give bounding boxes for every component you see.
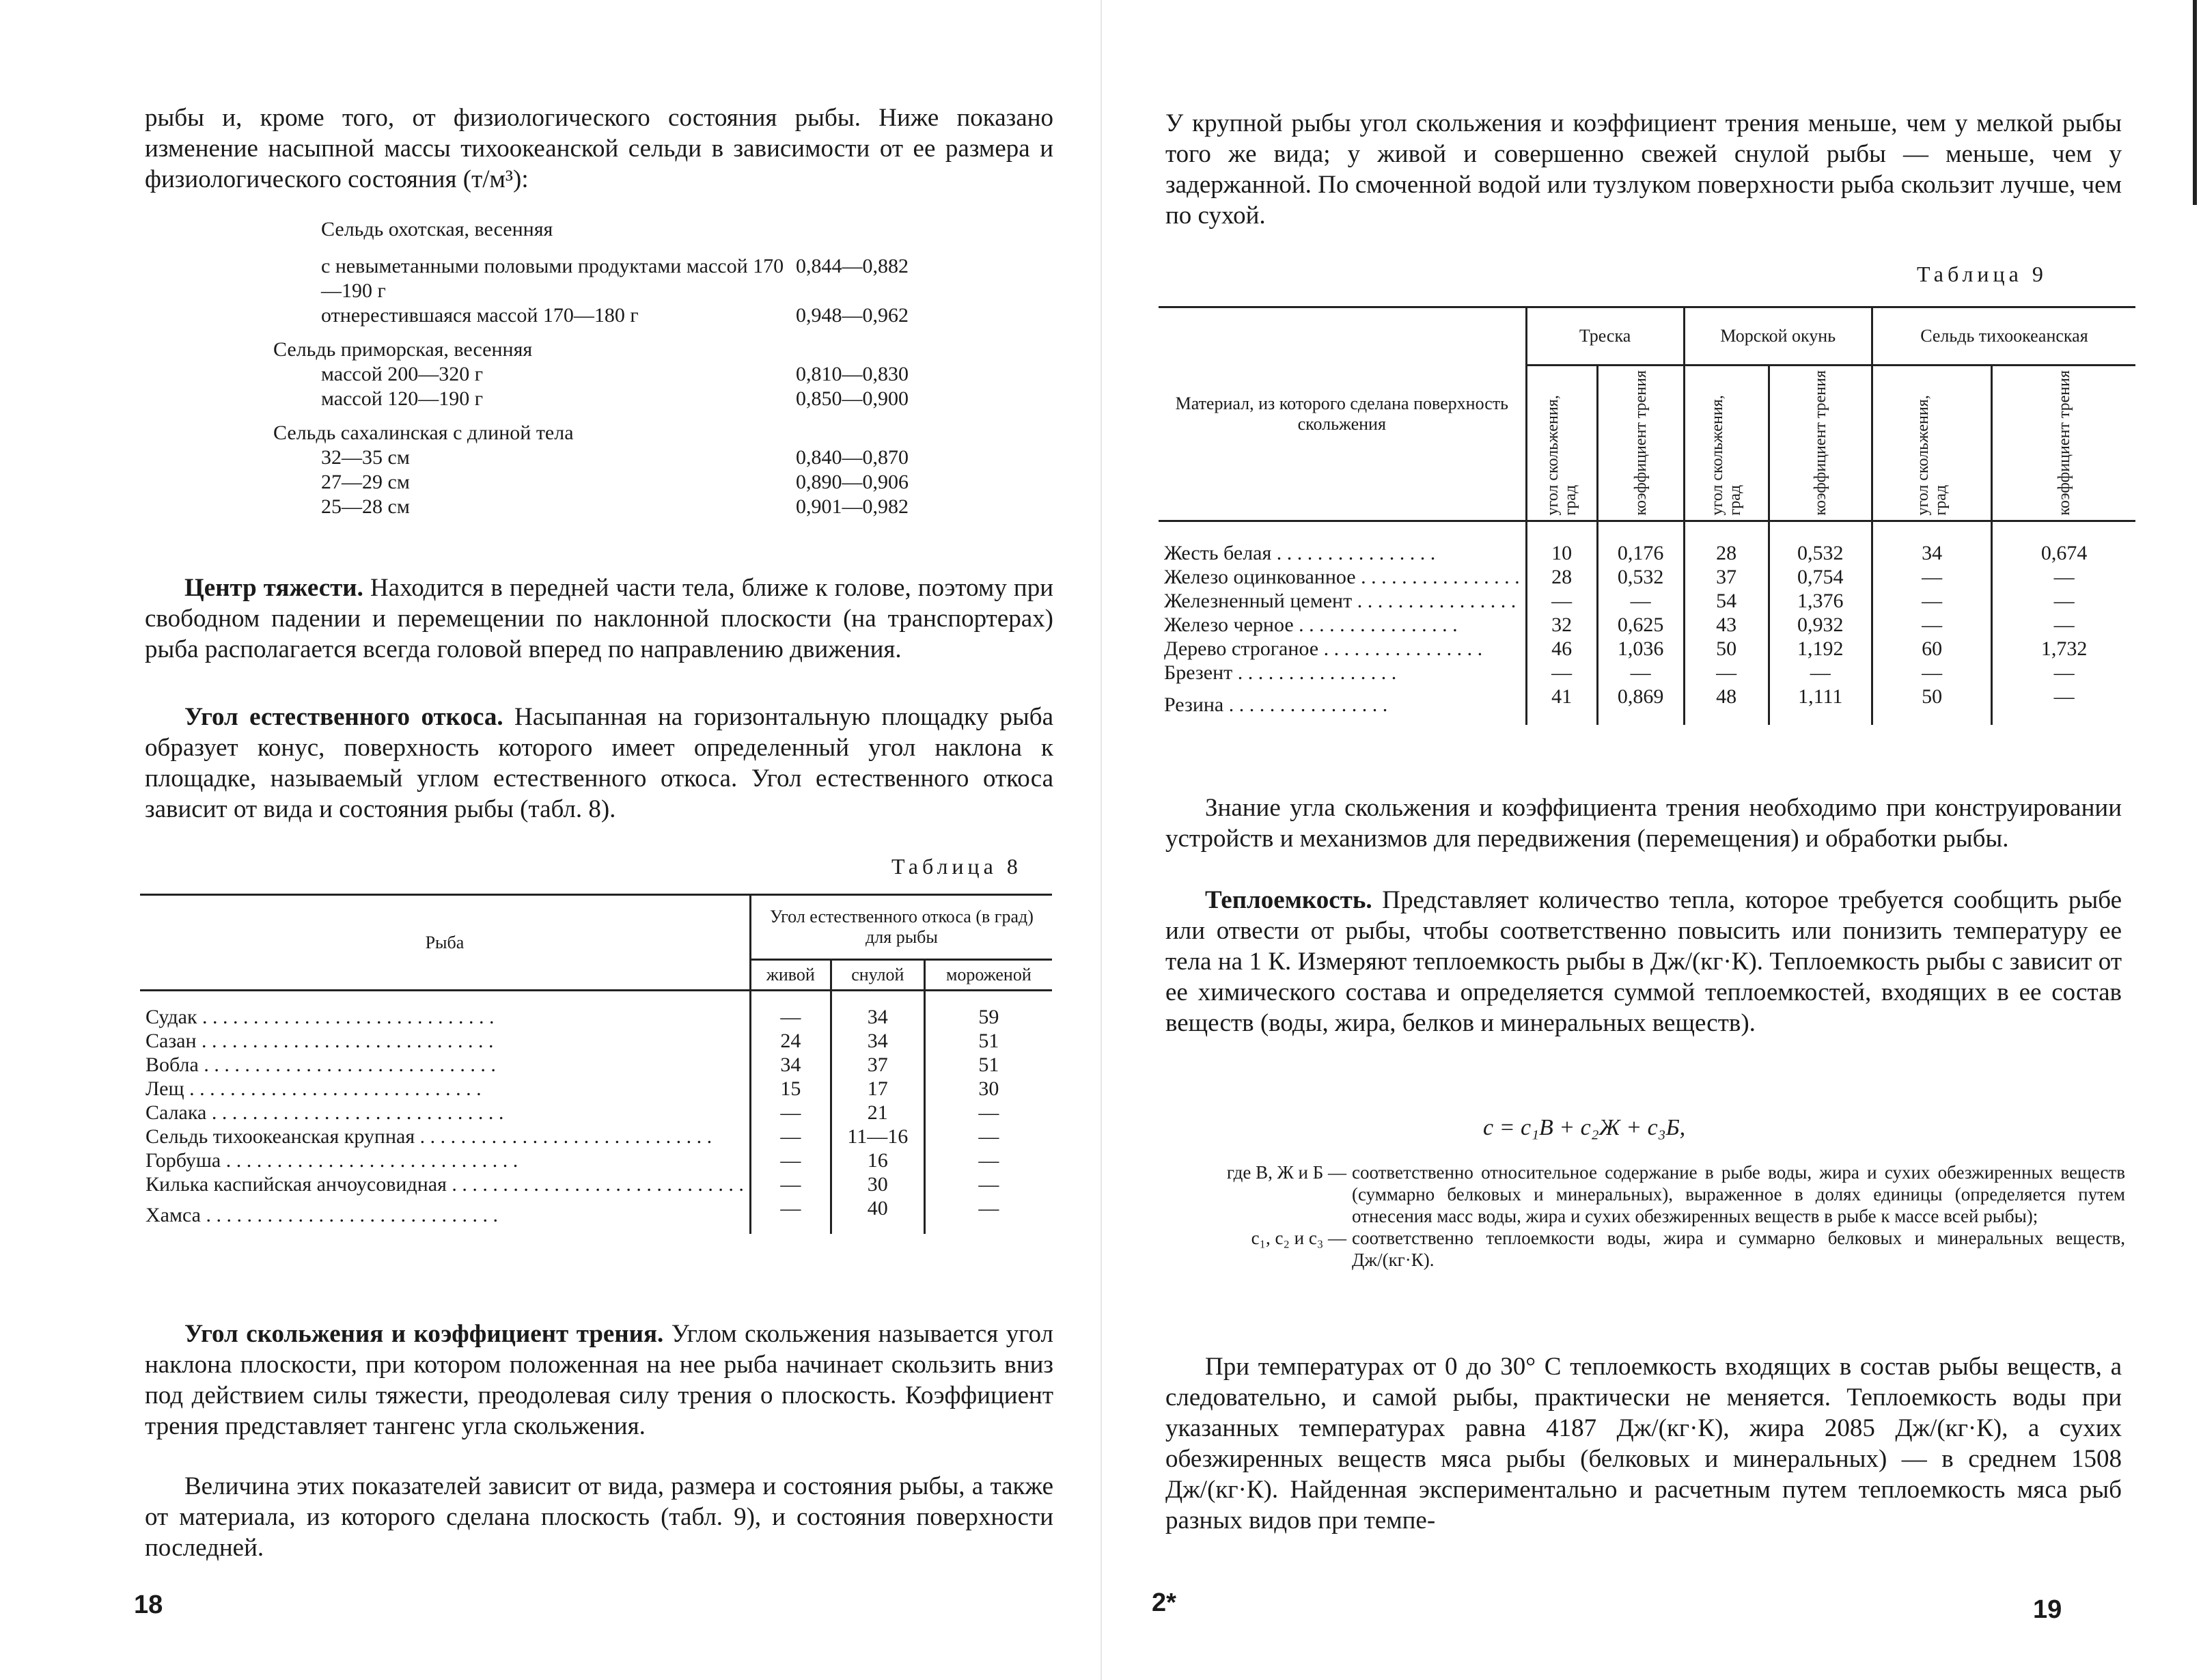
angle-header-text: угол скольжения, град bbox=[1708, 395, 1745, 516]
table-cell: 17 bbox=[831, 1077, 924, 1101]
table-cell: 50 bbox=[1872, 685, 1991, 725]
right-paragraph-2: Знание угла скольжения и коэффициента трения необходимо при конструировании устройств и механизмов для передвижения (перемещения) и обработки рыбы. bbox=[1165, 794, 2122, 853]
table-cell: — bbox=[1992, 613, 2135, 637]
list-item-label: отнерестившаяся массой 170—180 г bbox=[321, 304, 639, 327]
table-cell: — bbox=[1769, 661, 1872, 685]
list-item-label: 27—29 см bbox=[321, 471, 410, 493]
table-cell: 1,192 bbox=[1769, 637, 1872, 661]
table-cell: — bbox=[750, 1148, 831, 1172]
table-cell: — bbox=[1872, 661, 1991, 685]
table-cell: 21 bbox=[831, 1101, 924, 1125]
table-row bbox=[1159, 685, 2135, 725]
table-cell: 40 bbox=[831, 1196, 924, 1234]
table-cell: 0,869 bbox=[1597, 685, 1684, 725]
herring-density-list bbox=[273, 217, 909, 519]
table-cell: — bbox=[924, 1172, 1052, 1196]
table-8-caption: Таблица 8 bbox=[891, 854, 1022, 879]
angle-header-text: угол скольжения, град bbox=[1914, 395, 1950, 516]
list-item-label: 25—28 см bbox=[321, 495, 410, 518]
list-item bbox=[321, 387, 909, 411]
col-header-angle bbox=[1526, 366, 1597, 521]
material-name: Железо черное bbox=[1164, 613, 1294, 636]
row-label: Железо черное . . . . . . . . . . . . . . . . bbox=[1164, 613, 1458, 636]
row-label: Сельдь тихоокеанская крупная . . . . . . . . . . . . . . . . . . . . . . . . . . . . . bbox=[146, 1125, 712, 1148]
col-header-group: Треска bbox=[1526, 307, 1684, 366]
table-row bbox=[1159, 613, 2135, 637]
table-row bbox=[140, 1172, 1052, 1196]
table-cell: — bbox=[750, 1172, 831, 1196]
table-9-caption: Таблица 9 bbox=[1917, 262, 2047, 286]
table-cell: 0,674 bbox=[1992, 521, 2135, 565]
table-row bbox=[1159, 661, 2135, 685]
table-cell: 11—16 bbox=[831, 1125, 924, 1148]
row-label: Салака . . . . . . . . . . . . . . . . . . . . . . . . . . . . . bbox=[146, 1101, 504, 1124]
table-cell: — bbox=[924, 1196, 1052, 1234]
legend-key: где B, Ж и Б — bbox=[1226, 1162, 1346, 1183]
row-label: Хамса . . . . . . . . . . . . . . . . . . . . . . . . . . . . . bbox=[146, 1204, 498, 1226]
table-cell: 16 bbox=[831, 1148, 924, 1172]
table-row bbox=[140, 1053, 1052, 1077]
table-cell: — bbox=[1992, 565, 2135, 589]
table-cell: — bbox=[1872, 589, 1991, 613]
table-cell: 0,532 bbox=[1597, 565, 1684, 589]
table-cell: 15 bbox=[750, 1077, 831, 1101]
right-page bbox=[1100, 0, 2201, 1680]
left-page bbox=[0, 0, 1100, 1680]
col-header-state: мороженой bbox=[924, 960, 1052, 991]
col-header-coefficient bbox=[1597, 366, 1684, 521]
list-group-title: Сельдь охотская, весенняя bbox=[321, 218, 553, 240]
table-cell: 37 bbox=[1684, 565, 1769, 589]
table-cell: 30 bbox=[924, 1077, 1052, 1101]
table-cell: 34 bbox=[1872, 521, 1991, 565]
table-cell: — bbox=[1872, 565, 1991, 589]
material-name: Брезент bbox=[1164, 661, 1233, 684]
table-cell: 32 bbox=[1526, 613, 1597, 637]
list-item-label: массой 200—320 г bbox=[321, 363, 484, 385]
table-row bbox=[140, 1029, 1052, 1053]
table-cell: 51 bbox=[924, 1053, 1052, 1077]
row-label: Лещ . . . . . . . . . . . . . . . . . . . . . . . . . . . . . bbox=[146, 1077, 482, 1100]
col-header-coefficient bbox=[1769, 366, 1872, 521]
table-row bbox=[140, 1125, 1052, 1148]
list-item-value: 0,840—0,870 bbox=[796, 446, 909, 469]
list-item bbox=[321, 254, 909, 303]
table-cell: 43 bbox=[1684, 613, 1769, 637]
table-row bbox=[140, 1077, 1052, 1101]
fish-name: Хамса bbox=[146, 1204, 201, 1226]
col-header-angle bbox=[1872, 366, 1991, 521]
list-group-title: Сельдь приморская, весенняя bbox=[273, 338, 533, 361]
table-row bbox=[140, 1196, 1052, 1234]
table-cell: — bbox=[924, 1148, 1052, 1172]
right-paragraph-4: При температурах от 0 до 30° С теплоемкость входящих в состав рыбы веществ, а следовательно, и самой рыбы, практически не меняется. Теплоемкость воды при указанных температурах равна 4187 Дж/(кг·К), жира 2085 Дж/(кг·К), а сухих обезжиренных веществ мяса рыбы (белковых и минеральных) — в среднем 1508 Дж/(кг·К). Найденная экспериментально и расчетным путем теплоемкость мяса рыб разных видов при темпе- bbox=[1165, 1353, 2122, 1534]
section-heading: Центр тяжести. bbox=[184, 574, 363, 602]
col-header-group: Морской окунь bbox=[1684, 307, 1872, 366]
table-cell: — bbox=[750, 1101, 831, 1125]
table-cell: 0,625 bbox=[1597, 613, 1684, 637]
table-cell: — bbox=[924, 1101, 1052, 1125]
left-paragraph-2 bbox=[145, 573, 1053, 665]
coefficient-header-text: коэффициент трения bbox=[2055, 370, 2073, 516]
table-cell: 54 bbox=[1684, 589, 1769, 613]
col-header-state: живой bbox=[750, 960, 831, 991]
table-cell: — bbox=[1526, 661, 1597, 685]
right-paragraph-1: У крупной рыбы угол скольжения и коэффициент трения меньше, чем у мелкой рыбы того же вида; у живой и совершенно свежей снулой рыбы — меньше, чем у задержанной. По смоченной водой или тузлуком поверхности рыба скользит лучше, чем по сухой. bbox=[1165, 109, 2122, 230]
col-header-fish: Рыба bbox=[140, 895, 750, 991]
row-label: Вобла . . . . . . . . . . . . . . . . . . . . . . . . . . . . . bbox=[146, 1054, 496, 1076]
paragraph-text: Находится в передней части тела, ближе к голове, поэтому при свободном падении и перемещении по наклонной плоскости (на транспортерах) рыба располагается всегда головой вперед по направлению движения. bbox=[145, 574, 1053, 663]
list-item bbox=[321, 470, 909, 495]
table-cell: 37 bbox=[831, 1053, 924, 1077]
list-item bbox=[321, 362, 909, 387]
row-label: Дерево строганое . . . . . . . . . . . . . . . . bbox=[1164, 637, 1483, 660]
table-cell: — bbox=[1992, 589, 2135, 613]
table-row bbox=[1159, 565, 2135, 589]
col-header-state: снулой bbox=[831, 960, 924, 991]
left-paragraph-5: Величина этих показателей зависит от вида, размера и состояния рыбы, а также от материала, из которого сделана плоскость (табл. 9), и состояния поверхности последней. bbox=[145, 1472, 1053, 1562]
table-row bbox=[140, 991, 1052, 1030]
table-cell: 51 bbox=[924, 1029, 1052, 1053]
table-cell: 0,176 bbox=[1597, 521, 1684, 565]
table-cell: 46 bbox=[1526, 637, 1597, 661]
table-cell: 34 bbox=[750, 1053, 831, 1077]
scan-edge-mark bbox=[2193, 0, 2197, 205]
table-cell: — bbox=[1872, 613, 1991, 637]
table-cell: 28 bbox=[1526, 565, 1597, 589]
table-cell: — bbox=[1992, 685, 2135, 725]
fish-name: Килька каспийская анчоусовидная bbox=[146, 1173, 447, 1196]
table-cell: 0,754 bbox=[1769, 565, 1872, 589]
list-item-label: с невыметанными половыми продуктами массой 170—190 г bbox=[321, 255, 784, 302]
page-number-left: 18 bbox=[134, 1591, 163, 1619]
table-cell: — bbox=[1526, 589, 1597, 613]
table-cell: 0,932 bbox=[1769, 613, 1872, 637]
table-cell: 60 bbox=[1872, 637, 1991, 661]
col-header-coefficient bbox=[1992, 366, 2135, 521]
row-label: Судак . . . . . . . . . . . . . . . . . . . . . . . . . . . . . bbox=[146, 1006, 495, 1028]
list-item bbox=[321, 495, 909, 519]
table-cell: 24 bbox=[750, 1029, 831, 1053]
material-name: Резина bbox=[1164, 693, 1224, 716]
table-cell: — bbox=[924, 1125, 1052, 1148]
col-header-angle bbox=[1684, 366, 1769, 521]
fish-name: Сазан bbox=[146, 1030, 197, 1052]
list-item-value: 0,850—0,900 bbox=[796, 387, 909, 410]
fish-name: Лещ bbox=[146, 1077, 184, 1100]
left-paragraph-3 bbox=[145, 702, 1053, 825]
row-label: Резина . . . . . . . . . . . . . . . . bbox=[1164, 693, 1388, 716]
table-9 bbox=[1159, 306, 2135, 725]
section-heading: Угол скольжения и коэффициент трения. bbox=[184, 1320, 664, 1348]
col-header-group: Сельдь тихоокеанская bbox=[1872, 307, 2135, 366]
fish-name: Салака bbox=[146, 1101, 207, 1124]
table-cell: 48 bbox=[1684, 685, 1769, 725]
table-cell: 1,036 bbox=[1597, 637, 1684, 661]
col-header-material: Материал, из которого сделана поверхность скольжения bbox=[1159, 307, 1526, 521]
fish-name: Судак bbox=[146, 1006, 197, 1028]
material-name: Железо оцинкованное bbox=[1164, 565, 1356, 588]
table-row bbox=[1159, 521, 2135, 565]
signature-mark: 2* bbox=[1152, 1588, 1176, 1617]
row-label: Сазан . . . . . . . . . . . . . . . . . . . . . . . . . . . . . bbox=[146, 1030, 494, 1052]
row-label: Железо оцинкованное . . . . . . . . . . . . . . . . bbox=[1164, 565, 1520, 588]
row-label: Жесть белая . . . . . . . . . . . . . . . . bbox=[1164, 541, 1436, 564]
table-row bbox=[1159, 589, 2135, 613]
list-item-value: 0,810—0,830 bbox=[796, 363, 909, 385]
section-heading: Угол естественного откоса. bbox=[184, 703, 503, 731]
table-cell: 1,732 bbox=[1992, 637, 2135, 661]
page-number-right: 19 bbox=[2033, 1595, 2062, 1624]
table-cell: — bbox=[1684, 661, 1769, 685]
row-label: Килька каспийская анчоусовидная . . . . . . . . . . . . . . . . . . . . . . . . . . . . . bbox=[146, 1173, 744, 1196]
table-cell: — bbox=[750, 1196, 831, 1234]
list-item-value: 0,901—0,982 bbox=[796, 495, 909, 518]
table-cell: 34 bbox=[831, 991, 924, 1030]
list-group-title: Сельдь сахалинская с длиной тела bbox=[273, 422, 574, 444]
fish-name: Сельдь тихоокеанская крупная bbox=[146, 1125, 415, 1148]
table-cell: — bbox=[1992, 661, 2135, 685]
table-cell: 1,111 bbox=[1769, 685, 1872, 725]
paragraph-text: Представляет количество тепла, которое требуется сообщить рыбе или отвести от рыбы, чтобы соответственно повысить или понизить температуру ее тела на 1 К. Измеряют теплоемкость рыбы в Дж/(кг·К). Теплоемкость рыбы c зависит от ее химического состава и определяется суммой теплоемкостей, входящих в ее состав веществ (воды, жира, белков и минеральных веществ). bbox=[1165, 886, 2122, 1037]
table-cell: 50 bbox=[1684, 637, 1769, 661]
section-heading: Теплоемкость. bbox=[1205, 886, 1372, 914]
list-item-label: массой 120—190 г bbox=[321, 387, 484, 410]
table-cell: — bbox=[1597, 661, 1684, 685]
formula-legend bbox=[1155, 1161, 2125, 1271]
fish-name: Горбуша bbox=[146, 1149, 221, 1172]
legend-text: соответственно теплоемкости воды, жира и суммарно белковых и минеральных веществ, Дж/(кг·К). bbox=[1352, 1228, 2125, 1270]
table-cell: 41 bbox=[1526, 685, 1597, 725]
row-label: Горбуша . . . . . . . . . . . . . . . . . . . . . . . . . . . . . bbox=[146, 1149, 518, 1172]
list-item-value: 0,844—0,882 bbox=[796, 255, 909, 277]
coefficient-header-text: коэффициент трения bbox=[1631, 370, 1650, 516]
material-name: Железненный цемент bbox=[1164, 589, 1353, 612]
list-item bbox=[321, 303, 909, 328]
left-paragraph-4 bbox=[145, 1319, 1053, 1442]
table-cell: 10 bbox=[1526, 521, 1597, 565]
table-cell: 1,376 bbox=[1769, 589, 1872, 613]
row-label: Брезент . . . . . . . . . . . . . . . . bbox=[1164, 661, 1397, 684]
table-8 bbox=[140, 894, 1052, 1234]
material-name: Дерево строганое bbox=[1164, 637, 1319, 660]
list-item bbox=[321, 445, 909, 470]
table-cell: 28 bbox=[1684, 521, 1769, 565]
paragraph-text: Углом скольжения называется угол наклона плоскости, при котором положенная на нее рыба начинает скользить вниз под действием силы тяжести, преодолевая силу трения о плоскость. Коэффициент трения представляет тангенс угла скольжения. bbox=[145, 1320, 1053, 1440]
right-paragraph-3 bbox=[1165, 885, 2122, 1038]
table-cell: 30 bbox=[831, 1172, 924, 1196]
angle-header-text: угол скольжения, град bbox=[1544, 395, 1580, 516]
table-cell: 59 bbox=[924, 991, 1052, 1030]
coefficient-header-text: коэффициент трения bbox=[1811, 370, 1829, 516]
table-row bbox=[1159, 637, 2135, 661]
paragraph-text: Насыпанная на горизонтальную площадку рыба образует конус, поверхность которого имеет определенный угол наклона к площадке, называемый углом естественного откоса. Угол естественного откоса зависит от вида и состояния рыбы (табл. 8). bbox=[145, 703, 1053, 823]
table-row bbox=[140, 1101, 1052, 1125]
table-cell: 0,532 bbox=[1769, 521, 1872, 565]
legend-text: соответственно относительное содержание в рыбе воды, жира и сухих обезжиренных веществ (суммарно белковых и минеральных), выраженное в долях единицы (определяется путем отнесения масс воды, жира и сухих обезжиренных веществ в рыбе к массе всей рыбы); bbox=[1352, 1162, 2125, 1226]
list-item-value: 0,890—0,906 bbox=[796, 471, 909, 493]
list-item-value: 0,948—0,962 bbox=[796, 304, 909, 327]
left-paragraph-1: рыбы и, кроме того, от физиологического состояния рыбы. Ниже показано изменение насыпной массы тихоокеанской сельди в зависимости от ее размера и физиологического состояния (т/м³): bbox=[145, 104, 1053, 193]
fish-name: Вобла bbox=[146, 1054, 199, 1076]
legend-item bbox=[1155, 1227, 2125, 1271]
legend-item bbox=[1155, 1161, 2125, 1227]
legend-key: c₁, c₂ и c₃ — bbox=[1251, 1228, 1346, 1248]
table-cell: 34 bbox=[831, 1029, 924, 1053]
list-item-label: 32—35 см bbox=[321, 446, 410, 469]
table-cell: — bbox=[750, 1125, 831, 1148]
table-cell: — bbox=[750, 991, 831, 1030]
table-row bbox=[140, 1148, 1052, 1172]
material-name: Жесть белая bbox=[1164, 541, 1272, 564]
col-header-group: Угол естественного откоса (в град) для рыбы bbox=[750, 895, 1052, 960]
row-label: Железненный цемент . . . . . . . . . . . . . . . . bbox=[1164, 589, 1517, 612]
heat-capacity-formula: c = c₁B + c₂Ж + c₃Б, bbox=[1483, 1115, 1686, 1140]
table-cell: — bbox=[1597, 589, 1684, 613]
